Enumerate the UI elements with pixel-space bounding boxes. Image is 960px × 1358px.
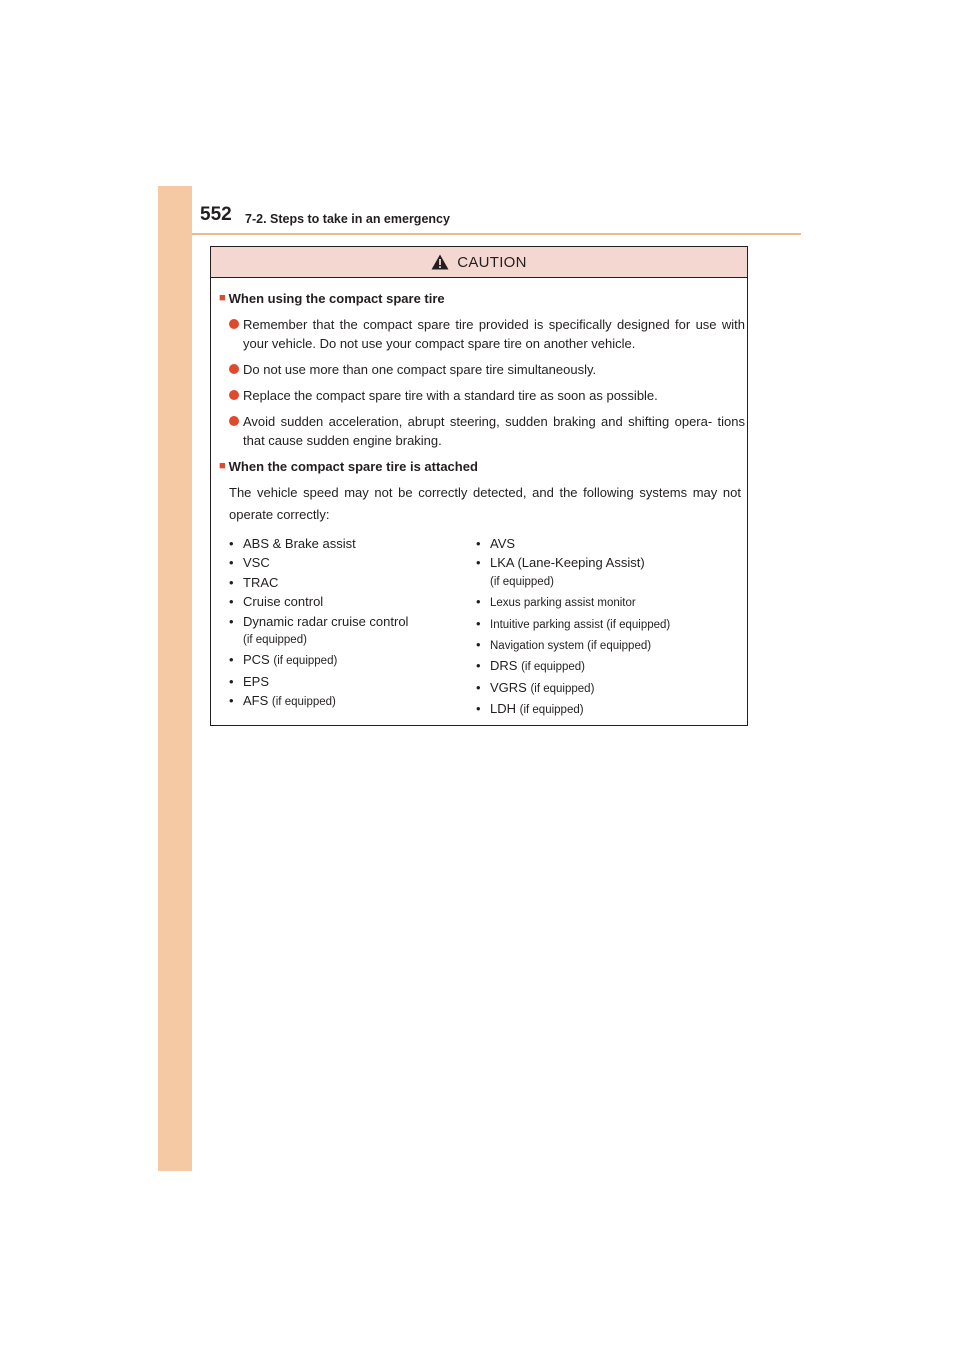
square-bullet-icon: ■ <box>219 292 226 304</box>
bullet-item <box>229 386 745 405</box>
system-item: • DRS (if equipped) <box>476 658 586 674</box>
system-item: • AVS <box>476 536 516 551</box>
heading-text: When the compact spare tire is attached <box>228 459 478 474</box>
system-item: • LKA (Lane-Keeping Assist) <box>476 555 645 571</box>
system-item-note: (if equipped) <box>490 575 554 588</box>
system-item-note: (if equipped) <box>243 634 307 647</box>
bullet-item <box>229 360 745 379</box>
system-item: • Cruise control <box>229 594 324 610</box>
warning-triangle-icon <box>431 254 449 270</box>
system-item: • TRAC <box>229 574 279 590</box>
bullet-item <box>229 412 745 450</box>
bullet-item <box>229 315 745 353</box>
bullet-text: Replace the compact spare tire with a standard tire as soon as possible. <box>243 388 658 403</box>
bullet-text: Avoid sudden acceleration, abrupt steering, sudden braking and shifting opera- tions that cause sudden engine braking. <box>243 414 745 448</box>
system-item: • Dynamic radar cruise control <box>229 613 409 629</box>
bullet-dot-icon <box>229 364 239 374</box>
systems-left-column <box>229 534 408 713</box>
bullet-text: Do not use more than one compact spare tire simultaneously. <box>243 362 597 377</box>
system-item: • EPS <box>229 673 270 689</box>
system-item: • AFS (if equipped) <box>229 693 336 709</box>
systems-right-column <box>476 534 670 721</box>
bullet-dot-icon <box>229 390 239 400</box>
system-item: • Navigation system (if equipped) <box>476 637 652 653</box>
section-heading-using-spare <box>219 291 445 306</box>
system-item: • PCS (if equipped) <box>229 652 338 668</box>
system-item: • VGRS (if equipped) <box>476 679 595 695</box>
section-heading-spare-attached <box>219 459 478 474</box>
system-item: • Lexus parking assist monitor <box>476 594 636 610</box>
square-bullet-icon: ■ <box>219 460 226 472</box>
section-text: The vehicle speed may not be correctly detected, and the following systems may not operate correctly: <box>229 485 741 522</box>
system-item: • ABS & Brake assist <box>229 536 356 551</box>
caution-box <box>210 246 748 726</box>
system-item: • LDH (if equipped) <box>476 701 584 717</box>
bullet-dot-icon <box>229 416 239 426</box>
system-item: • VSC <box>229 555 270 571</box>
system-item: • Intuitive parking assist (if equipped) <box>476 615 671 631</box>
caution-title: CAUTION <box>457 253 527 271</box>
bullet-text: Remember that the compact spare tire provided is specifically designed for use with your vehicle. Do not use your compact spare tire on another vehicle. <box>243 317 745 351</box>
side-tab <box>158 186 192 1171</box>
page-number: 552 <box>200 204 232 225</box>
header-rule <box>192 233 801 235</box>
bullet-dot-icon <box>229 319 239 329</box>
section-title: 7-2. Steps to take in an emergency <box>245 212 450 226</box>
caution-header <box>211 247 747 278</box>
heading-text: When using the compact spare tire <box>228 291 445 306</box>
